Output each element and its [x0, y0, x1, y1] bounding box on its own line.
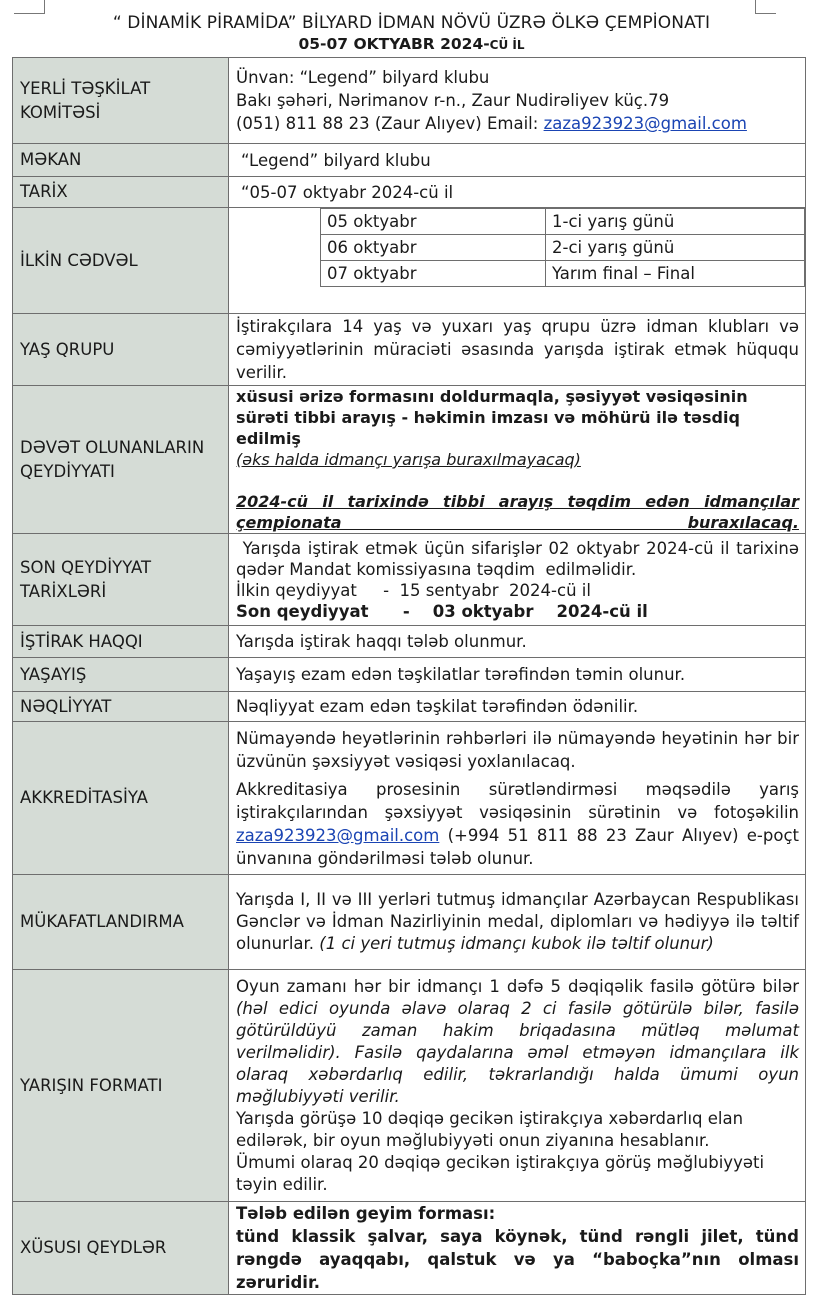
address-line: Bakı şəhəri, Nərimanov r-n., Zaur Nudirəliyev küç.79: [236, 91, 670, 110]
email-link[interactable]: zaza923923@gmail.com: [236, 825, 440, 845]
table-row: [13, 386, 806, 534]
venue-value: “Legend” bilyard klubu: [229, 144, 806, 177]
accreditation-value: [229, 722, 806, 875]
row-label-fee: İŞTİRAK HAQQI: [13, 626, 229, 658]
format-paragraph: Yarışda görüşə 10 dəqiqə gecikən iştirakçıya xəbərdarlıq elan edilərək, bir oyun məğlubiyyəti onun ziyanına hesablanır.: [236, 1108, 744, 1150]
format-paragraph: Ümumi olaraq 20 dəqiqə gecikən iştirakçıya görüş məğlubiyyəti təyin edilir.: [236, 1152, 765, 1194]
table-row: [13, 1202, 806, 1295]
registration-value: [229, 386, 806, 534]
row-label-accreditation: AKKREDİTASİYA: [13, 722, 229, 875]
table-row: [13, 692, 806, 722]
row-label-accommodation: YAŞAYIŞ: [13, 658, 229, 692]
awards-note: (1 ci yeri tutmuş idmançı kubok ilə təltif olunur): [319, 934, 714, 953]
schedule-desc: 2-ci yarış günü: [546, 235, 805, 261]
accommodation-value: Yaşayış ezam edən təşkilatlar tərəfindən təmin olunur.: [229, 658, 806, 692]
organizing-committee-value: [229, 58, 806, 144]
schedule-desc: Yarım final – Final: [546, 261, 805, 287]
row-label-deadlines: SON QEYDİYYAT TARİXLƏRİ: [13, 534, 229, 626]
format-paragraph: Oyun zamanı hər bir idmançı 1 dəfə 5 dəqiqəlik fasilə götürə bilər (həl edici oyunda əlavə olaraq 2 ci fasilə götürülə bilər, fasilə götürüldüyü zaman hakim briqadasına mütləq məlumat verilməlidir). Fasilə qaydalarına əməl etməyən idmançılara ilk olaraq xəbərdarlıq edilir, təkrarlandığı halda ümumi oyun məğlubiyyəti verilir.: [236, 976, 799, 1106]
table-row: [13, 626, 806, 658]
schedule-date: 06 oktyabr: [321, 235, 546, 261]
registration-warning: (əks halda idmançı yarışa buraxılmayacaq): [236, 450, 581, 469]
registration-note: 2024-cü il tarixində tibbi arayış təqdim edən idmançılar çempionata buraxılacaq.: [236, 492, 799, 532]
schedule-desc: 1-ci yarış günü: [546, 209, 805, 235]
table-row: [13, 534, 806, 626]
corner-mark-right: [755, 0, 776, 14]
accreditation-paragraph: Nümayəndə heyətlərinin rəhbərləri ilə nümayəndə heyətinin hər bir üzvünün şəxsiyyət vəsiqəsi yoxlanılacaq.: [236, 728, 799, 771]
final-registration: Son qeydiyyat - 03 oktyabr 2024-cü il: [236, 601, 648, 621]
accreditation-paragraph: Akkreditasiya prosesinin sürətləndirməsi məqsədilə yarış iştirakçılarından şəxsiyyət vəsiqəsinin sürətinin və fotoşəkilin zaza923923@gmail.com (+994 51 811 88 23 Zaur Alıyev) e-poçt ünvanına göndərilməsi tələb olunur.: [236, 779, 799, 868]
table-row: [13, 208, 806, 314]
document-title: “ DİNAMİK PİRAMİDA” BİLYARD İDMAN NÖVÜ ÜZRƏ ÖLKƏ ÇEMPİONATI: [112, 13, 711, 33]
dress-code-title: Tələb edilən geyim forması:: [236, 1204, 496, 1223]
special-notes-value: [229, 1202, 806, 1295]
table-row: [13, 875, 806, 970]
row-label-venue: MƏKAN: [13, 144, 229, 177]
initial-registration: İlkin qeydiyyat - 15 sentyabr 2024-cü il: [236, 580, 591, 600]
table-row: [13, 658, 806, 692]
registration-requirements: xüsusi ərizə formasını doldurmaqla, şəsiyyət vəsiqəsinin sürəti tibbi arayış - həkimin imzası və möhürü ilə təsdiq edilmiş: [236, 387, 748, 448]
document-dates: 05-07 OKTYABR 2024-CÜ İL: [298, 35, 525, 53]
row-label-transport: NƏQLİYYAT: [13, 692, 229, 722]
row-label-registration: DƏVƏT OLUNANLARIN QEYDİYYATI: [13, 386, 229, 534]
table-row: [13, 144, 806, 177]
table-row: [13, 970, 806, 1202]
schedule-date: 05 oktyabr: [321, 209, 546, 235]
schedule-table: [320, 208, 805, 287]
row-label-special-notes: XÜSUSI QEYDLƏR: [13, 1202, 229, 1295]
row-label-awards: MÜKAFATLANDIRMA: [13, 875, 229, 970]
fee-value: Yarışda iştirak haqqı tələb olunmur.: [229, 626, 806, 658]
table-row: [13, 177, 806, 208]
email-link[interactable]: zaza923923@gmail.com: [543, 114, 747, 133]
row-label-schedule: İLKİN CƏDVƏL: [13, 208, 229, 314]
table-row: [13, 58, 806, 144]
deadlines-value: [229, 534, 806, 626]
schedule-cell: [229, 208, 806, 314]
row-label-date: TARİX: [13, 177, 229, 208]
schedule-row: [321, 209, 805, 235]
table-row: [13, 314, 806, 386]
deadlines-text: Yarışda iştirak etmək üçün sifarişlər 02 oktyabr 2024-cü il tarixinə qədər Mandat komissiyasına təqdim edilməlidir.: [236, 538, 805, 579]
contact-line: (051) 811 88 23 (Zaur Alıyev) Email: zaza923923@gmail.com: [236, 114, 747, 133]
address-line: Ünvan: “Legend” bilyard klubu: [236, 68, 490, 87]
awards-value: Yarışda I, II və III yerləri tutmuş idmançılar Azərbaycan Respublikası Gənclər və İdman Nazirliyinin medal, diplomları və hədiyyə ilə təltif olunurlar. (1 ci yeri tutmuş idmançı kubok ilə təltif olunur): [229, 875, 806, 970]
row-label-format: YARIŞIN FORMATI: [13, 970, 229, 1202]
row-label-organizing-committee: YERLİ TƏŞKİLAT KOMİTƏSİ: [13, 58, 229, 144]
format-value: [229, 970, 806, 1202]
transport-value: Nəqliyyat ezam edən təşkilat tərəfindən ödənilir.: [229, 692, 806, 722]
schedule-date: 07 oktyabr: [321, 261, 546, 287]
schedule-row: [321, 235, 805, 261]
schedule-row: [321, 261, 805, 287]
age-group-value: İştirakçılara 14 yaş və yuxarı yaş qrupu üzrə idman klubları və cəmiyyətlərinin müraciəti əsasında yarışda iştirak etmək hüququ verilir.: [229, 314, 806, 386]
table-row: [13, 722, 806, 875]
regulations-table: [12, 57, 806, 1295]
dress-code-text: tünd klassik şalvar, saya köynək, tünd rəngli jilet, tünd rəngdə ayaqqabı, qalstuk və ya “baboçka”nın olması zəruridir.: [236, 1227, 799, 1292]
corner-mark-left: [14, 0, 45, 14]
date-value: “05-07 oktyabr 2024-cü il: [229, 177, 806, 208]
row-label-age-group: YAŞ QRUPU: [13, 314, 229, 386]
